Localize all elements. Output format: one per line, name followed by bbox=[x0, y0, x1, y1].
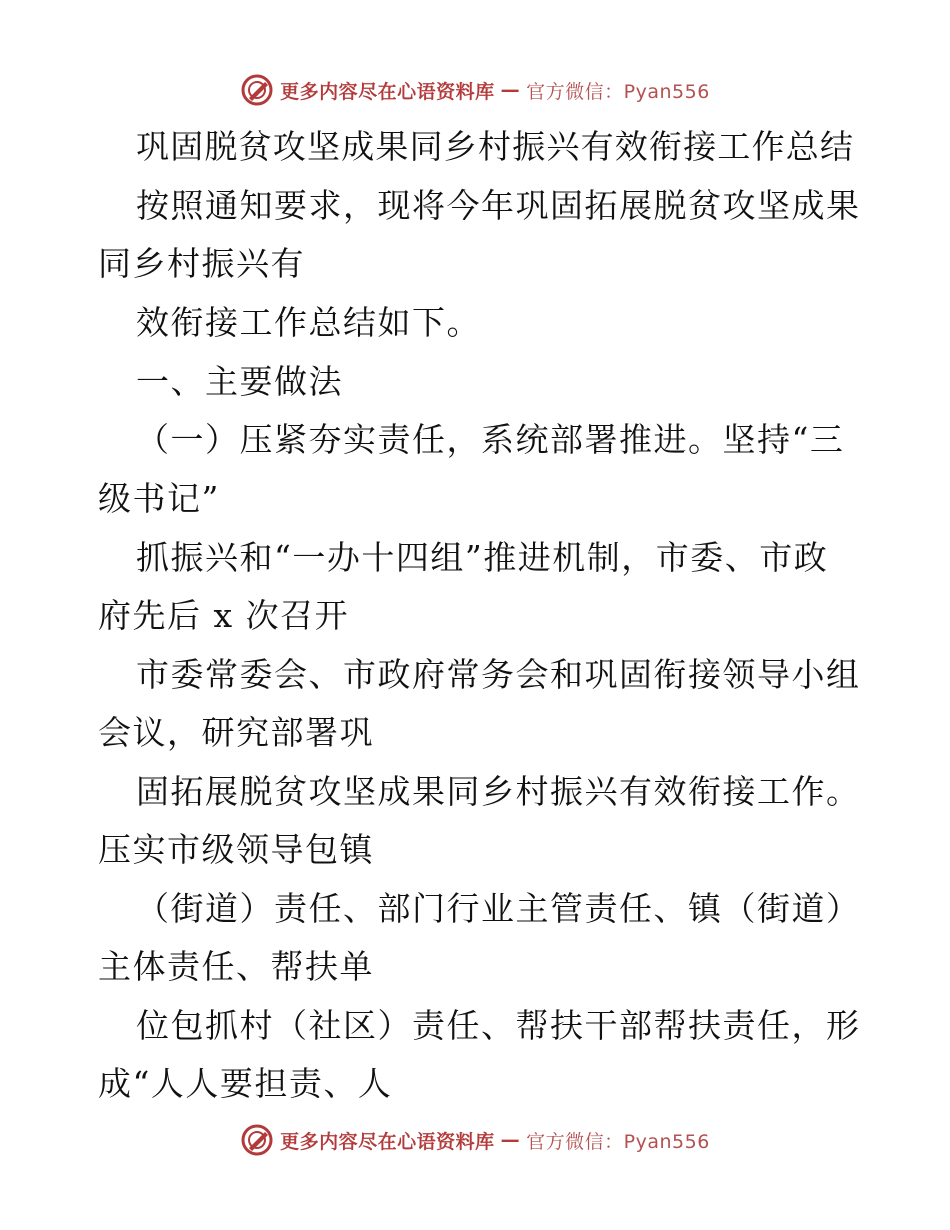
section-heading: 一、主要做法 bbox=[136, 362, 343, 401]
watermark-separator: — bbox=[500, 79, 521, 101]
paragraph-line: 位包抓村（社区）责任、帮扶干部帮扶责任，形 bbox=[136, 1006, 861, 1045]
watermark-logo-icon bbox=[240, 1123, 274, 1157]
paragraph-line: 按照通知要求，现将今年巩固拓展脱贫攻坚成果 bbox=[136, 186, 861, 225]
paragraph-line: （一）压紧夯实责任，系统部署推进。坚持“三 bbox=[136, 420, 845, 459]
watermark-wechat: 官方微信：Pyan556 bbox=[526, 80, 710, 103]
paragraph-line: 同乡村振兴有 bbox=[98, 244, 305, 283]
watermark-wechat: 官方微信：Pyan556 bbox=[526, 1130, 710, 1153]
watermark-text: 更多内容尽在心语资料库 bbox=[280, 1130, 495, 1153]
paragraph-line: 效衔接工作总结如下。 bbox=[136, 303, 481, 342]
watermark-separator: — bbox=[500, 1129, 521, 1151]
paragraph-line: 成“人人要担责、人 bbox=[98, 1064, 393, 1103]
paragraph-line: 抓振兴和“一办十四组”推进机制，市委、市政 bbox=[136, 538, 829, 577]
paragraph-line: 压实市级领导包镇 bbox=[98, 830, 374, 869]
paragraph-line: 固拓展脱贫攻坚成果同乡村振兴有效衔接工作。 bbox=[136, 772, 861, 811]
paragraph-line: （街道）责任、部门行业主管责任、镇（街道） bbox=[136, 889, 861, 928]
paragraph-line: 会议，研究部署巩 bbox=[98, 713, 374, 752]
watermark-banner-bottom bbox=[0, 1120, 950, 1160]
paragraph-line: 市委常委会、市政府常务会和巩固衔接领导小组 bbox=[136, 655, 861, 694]
watermark-text: 更多内容尽在心语资料库 bbox=[280, 80, 495, 103]
paragraph-line: 府先后 x 次召开 bbox=[98, 596, 350, 635]
paragraph-line: 级书记” bbox=[98, 479, 220, 518]
paragraph-line: 主体责任、帮扶单 bbox=[98, 947, 374, 986]
document-title: 巩固脱贫攻坚成果同乡村振兴有效衔接工作总结 bbox=[136, 127, 855, 166]
